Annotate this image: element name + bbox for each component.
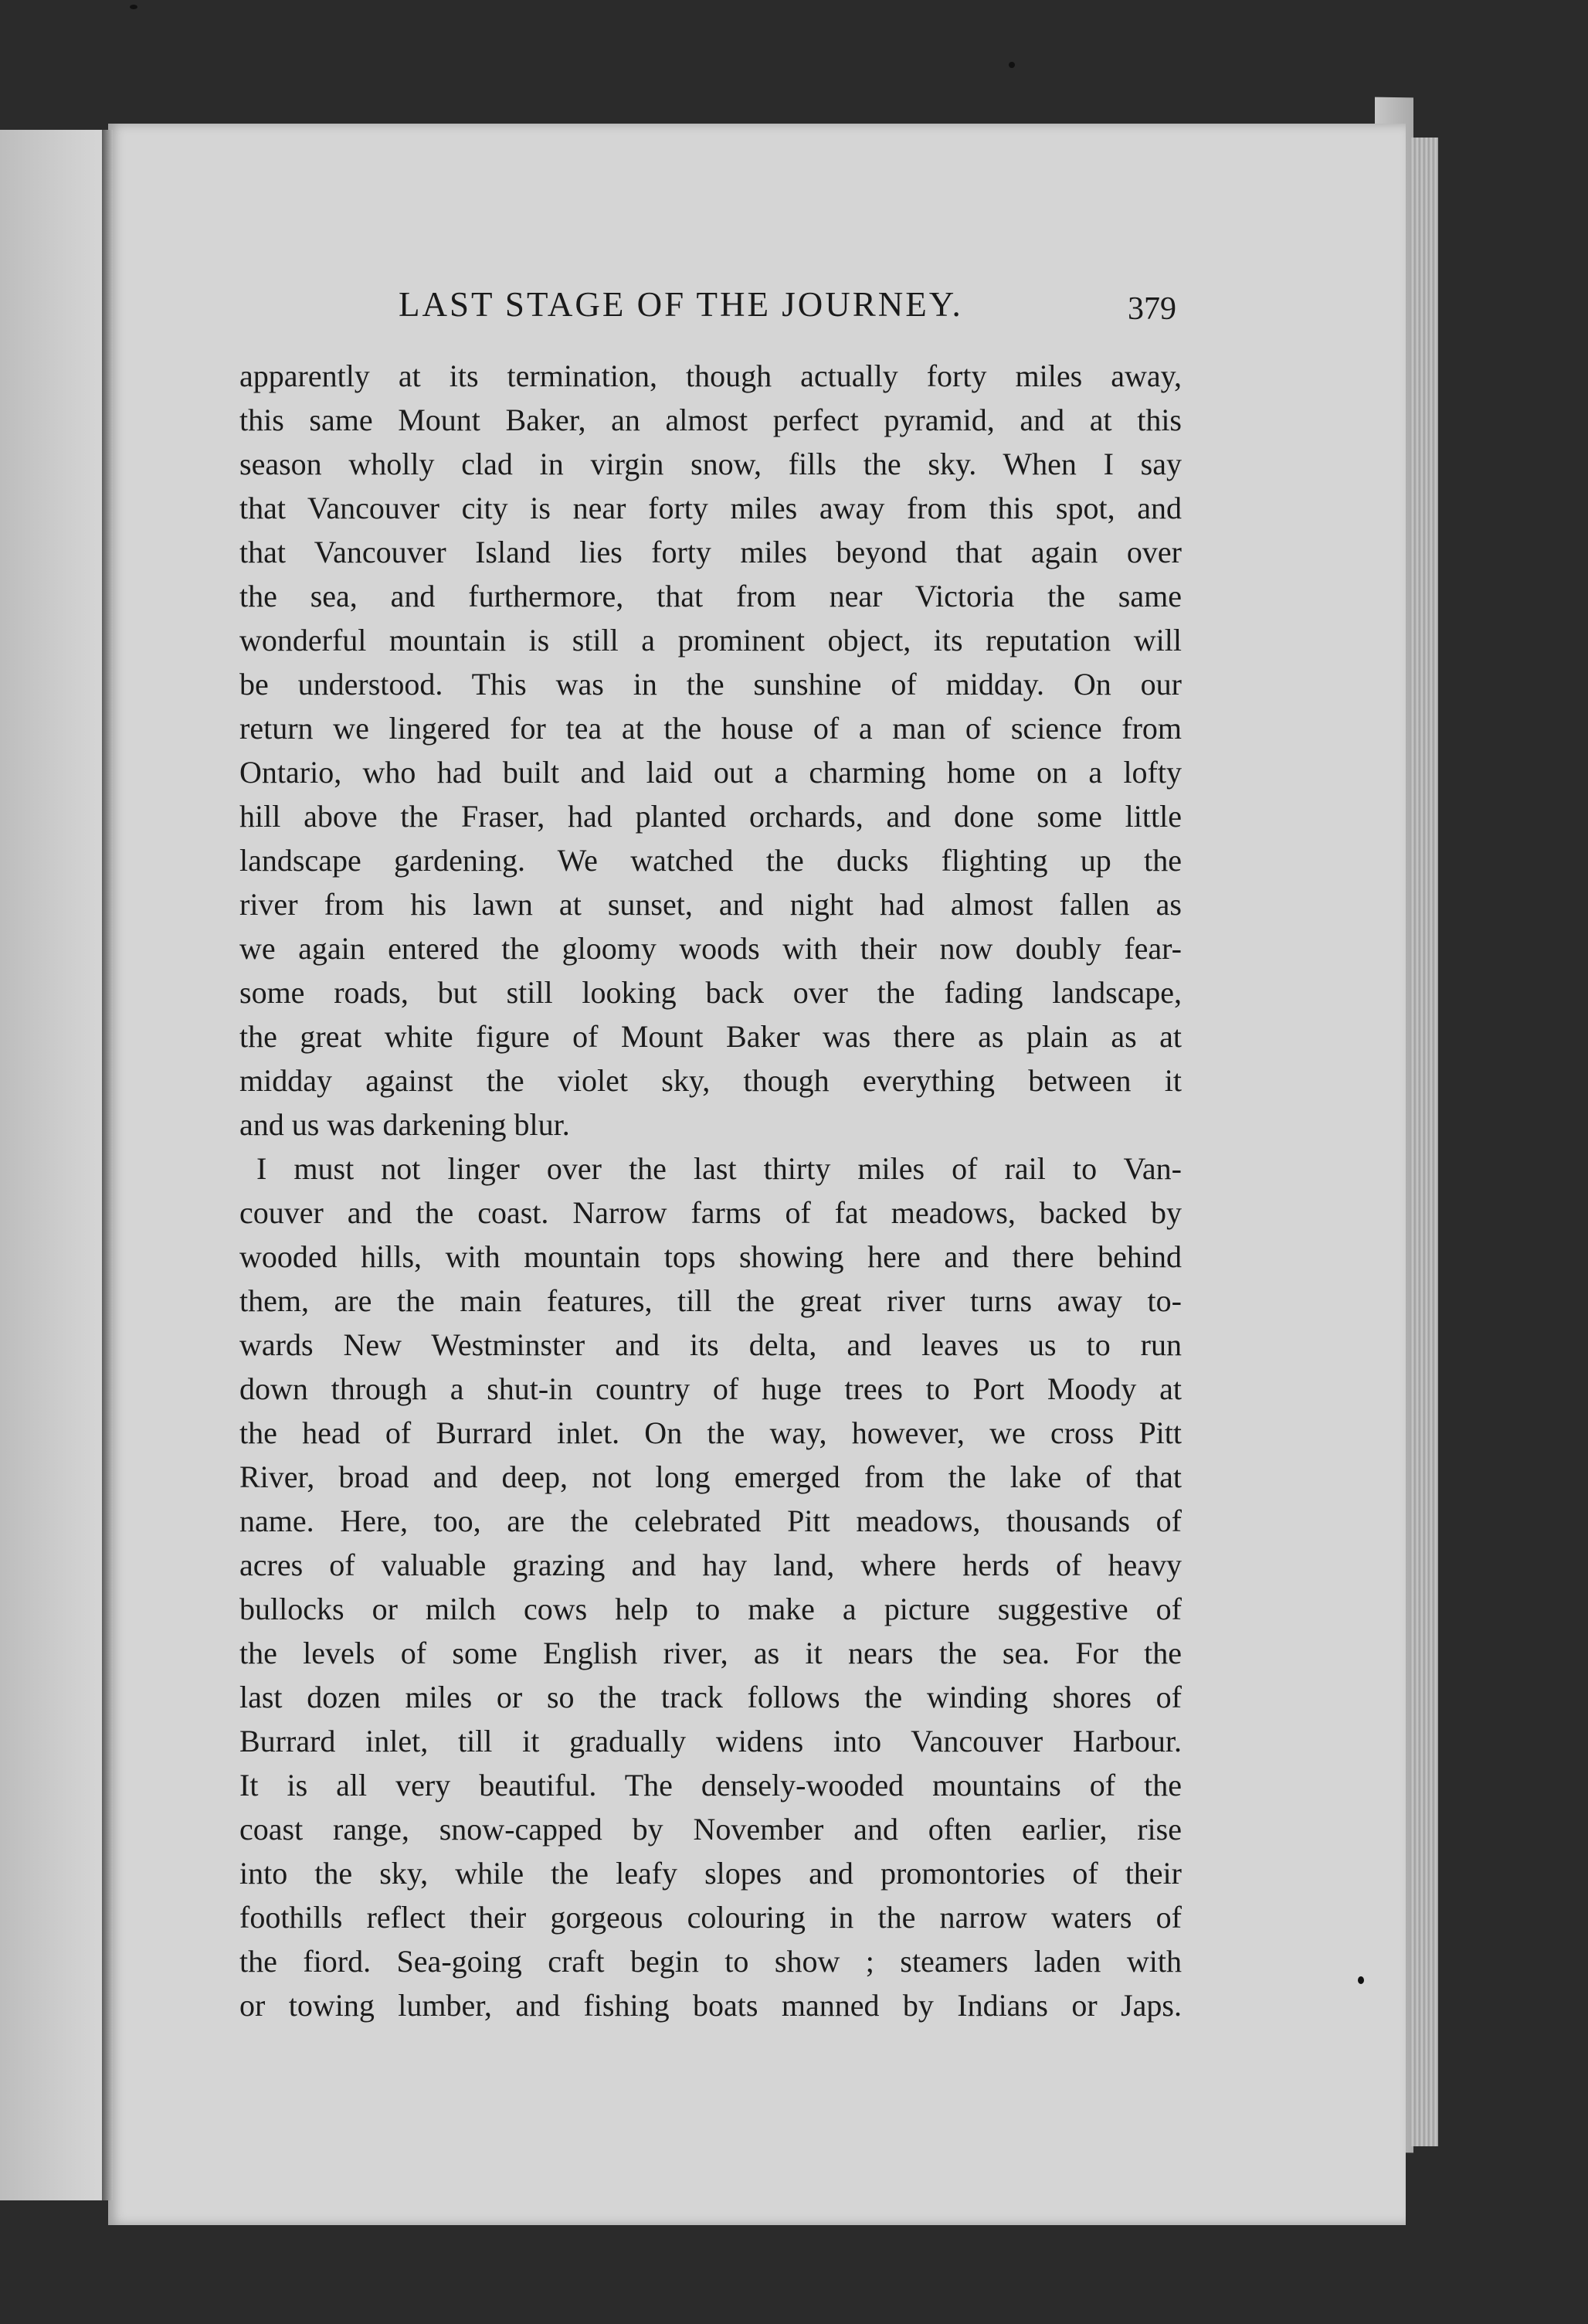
text-line: midday against the violet sky, though everything between it [239, 1063, 1182, 1098]
text-line: the head of Burrard inlet. On the way, however, we cross Pitt [239, 1415, 1182, 1450]
text-line: landscape gardening. We watched the ducks flighting up the [239, 843, 1182, 878]
body-text [239, 354, 1182, 2027]
dust-speck [1358, 1976, 1364, 1984]
text-line: some roads, but still looking back over the fading landscape, [239, 975, 1182, 1010]
text-line: or towing lumber, and fishing boats manned by Indians or Japs. [239, 1988, 1182, 2023]
dust-speck [130, 5, 137, 9]
text-line: coast range, snow-capped by November and often earlier, rise [239, 1812, 1182, 1847]
paragraph-last-line: and us was darkening blur. [239, 1107, 570, 1142]
running-head: LAST STAGE OF THE JOURNEY. [399, 285, 963, 324]
text-line: last dozen miles or so the track follows the winding shores of [239, 1680, 1182, 1714]
text-line: River, broad and deep, not long emerged from the lake of that [239, 1459, 1182, 1494]
text-line: wards New Westminster and its delta, and leaves us to run [239, 1327, 1182, 1362]
text-line: hill above the Fraser, had planted orchards, and done some little [239, 799, 1182, 834]
text-line: we again entered the gloomy woods with their now doubly fear- [239, 931, 1182, 966]
text-line: bullocks or milch cows help to make a picture suggestive of [239, 1592, 1182, 1626]
text-line: the levels of some English river, as it nears the sea. For the [239, 1636, 1182, 1670]
text-line: that Vancouver Island lies forty miles beyond that again over [239, 535, 1182, 569]
text-line: be understood. This was in the sunshine of midday. On our [239, 667, 1182, 702]
text-line: that Vancouver city is near forty miles away from this spot, and [239, 491, 1182, 525]
text-line: return we lingered for tea at the house of a man of science from [239, 711, 1182, 746]
page-number: 379 [1128, 291, 1176, 327]
text-line: apparently at its termination, though actually forty miles away, [239, 358, 1182, 393]
book-gutter [102, 130, 113, 2200]
text-line: couver and the coast. Narrow farms of fat meadows, backed by [239, 1195, 1182, 1230]
text-line: Burrard inlet, till it gradually widens into Vancouver Harbour. [239, 1724, 1182, 1758]
text-line: foothills reflect their gorgeous colouring in the narrow waters of [239, 1900, 1182, 1935]
facing-left-page [0, 130, 107, 2200]
text-line: It is all very beautiful. The densely-wooded mountains of the [239, 1768, 1182, 1802]
text-line: down through a shut-in country of huge trees to Port Moody at [239, 1371, 1182, 1406]
dust-speck [1009, 62, 1015, 68]
paragraph-first-line: I must not linger over the last thirty miles of rail to Van- [256, 1151, 1182, 1186]
text-line: wooded hills, with mountain tops showing here and there behind [239, 1239, 1182, 1274]
text-line: them, are the main features, till the great river turns away to- [239, 1283, 1182, 1318]
text-line: the sea, and furthermore, that from near Victoria the same [239, 579, 1182, 613]
text-line: the fiord. Sea-going craft begin to show ; steamers laden with [239, 1944, 1182, 1979]
page-edge-stack [1410, 138, 1438, 2146]
text-line: the great white figure of Mount Baker was there as plain as at [239, 1019, 1182, 1054]
text-line: acres of valuable grazing and hay land, where herds of heavy [239, 1548, 1182, 1582]
text-line: this same Mount Baker, an almost perfect pyramid, and at this [239, 403, 1182, 437]
text-line: season wholly clad in virgin snow, fills the sky. When I say [239, 447, 1182, 481]
text-line: into the sky, while the leafy slopes and promontories of their [239, 1856, 1182, 1891]
text-line: wonderful mountain is still a prominent object, its reputation will [239, 623, 1182, 657]
text-line: Ontario, who had built and laid out a charming home on a lofty [239, 755, 1182, 790]
text-line: river from his lawn at sunset, and night had almost fallen as [239, 887, 1182, 922]
text-line: name. Here, too, are the celebrated Pitt meadows, thousands of [239, 1503, 1182, 1538]
